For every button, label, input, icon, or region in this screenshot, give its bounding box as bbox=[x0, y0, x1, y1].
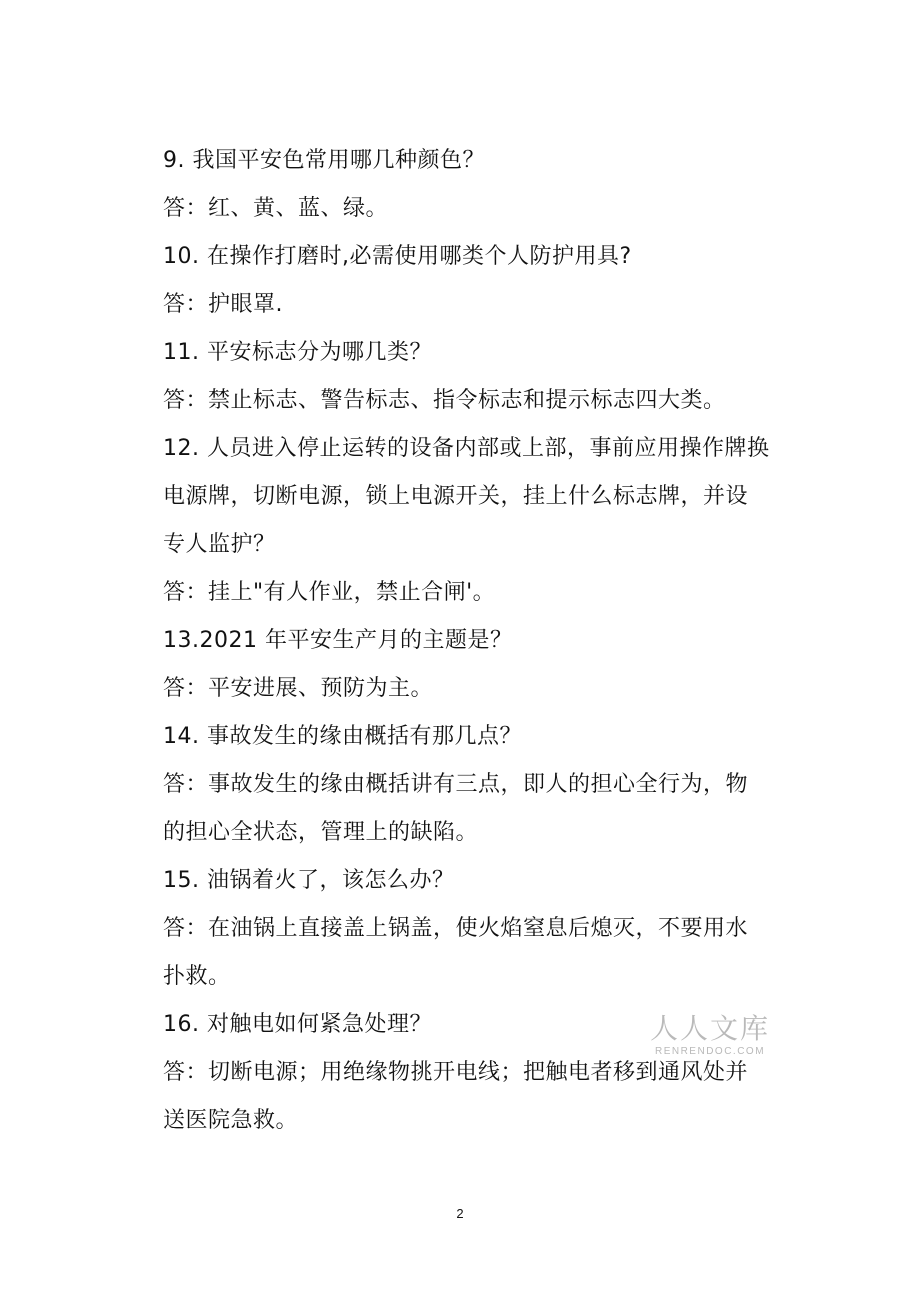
answer-16-line-1: 答：切断电源；用绝缘物挑开电线；把触电者移到通风处并 bbox=[163, 1060, 749, 1085]
answer-9: 答：红、黄、蓝、绿。 bbox=[163, 196, 389, 221]
page-number: 2 bbox=[456, 1206, 464, 1221]
question-14: 14. 事故发生的缘由概括有那几点？ bbox=[163, 724, 522, 749]
question-12-line-1: 12. 人员进入停止运转的设备内部或上部，事前应用操作牌换 bbox=[163, 436, 770, 461]
watermark-url: RENRENDOC.COM bbox=[654, 1046, 766, 1057]
answer-15-line-2: 扑救。 bbox=[163, 964, 231, 989]
question-9: 9. 我国平安色常用哪几种颜色？ bbox=[163, 148, 485, 173]
question-10: 10. 在操作打磨时,必需使用哪类个人防护用具? bbox=[163, 244, 632, 269]
watermark-logo bbox=[645, 1012, 775, 1058]
qa-content bbox=[163, 137, 803, 1145]
answer-13: 答：平安进展、预防为主。 bbox=[163, 676, 434, 701]
answer-11: 答：禁止标志、警告标志、指令标志和提示标志四大类。 bbox=[163, 388, 726, 413]
question-15: 15. 油锅着火了，该怎么办？ bbox=[163, 868, 455, 893]
answer-16-line-2: 送医院急救。 bbox=[163, 1108, 299, 1133]
question-12-line-3: 专人监护？ bbox=[163, 532, 276, 557]
answer-14-line-2: 的担心全状态，管理上的缺陷。 bbox=[163, 820, 479, 845]
answer-15-line-1: 答：在油锅上直接盖上锅盖，使火焰窒息后熄灭，不要用水 bbox=[163, 916, 749, 941]
answer-12: 答：挂上"有人作业，禁止合闸'。 bbox=[163, 580, 496, 605]
watermark-title: 人人文库 bbox=[649, 1012, 770, 1045]
answer-14-line-1: 答：事故发生的缘由概括讲有三点，即人的担心全行为，物 bbox=[163, 772, 749, 797]
question-13: 13.2021 年平安生产月的主题是？ bbox=[163, 628, 513, 653]
question-11: 11. 平安标志分为哪几类？ bbox=[163, 340, 432, 365]
answer-10: 答：护眼罩. bbox=[163, 292, 283, 317]
question-16: 16. 对触电如何紧急处理？ bbox=[163, 1012, 432, 1037]
question-12-line-2: 电源牌，切断电源，锁上电源开关，挂上什么标志牌，并设 bbox=[163, 484, 749, 509]
